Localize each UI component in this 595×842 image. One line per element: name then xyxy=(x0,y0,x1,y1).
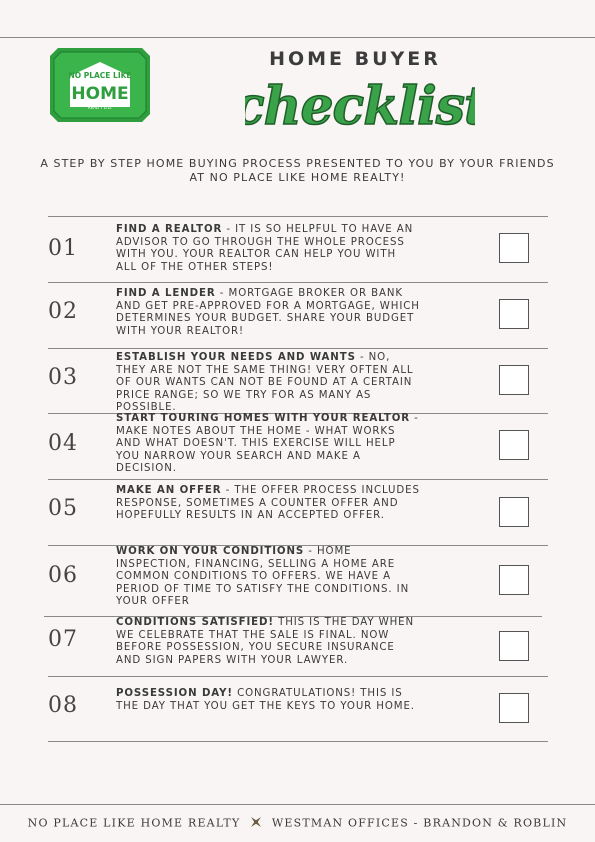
footer-right-text: WESTMAN OFFICES - BRANDON & ROBLIN xyxy=(271,816,568,830)
step-number: 03 xyxy=(48,365,78,390)
step-body: THIS IS THE DAY WHEN WE CELEBRATE THAT THE SALE IS FINAL. NOW BEFORE POSSESSION, YOU SECURE INSURANCE AND SIGN PAPERS WITH YOUR LAWYER. xyxy=(116,617,415,666)
step-body: - MORTGAGE BROKER OR BANK AND GET PRE-APPROVED FOR A MORTGAGE, WHICH DETERMINES YOUR BUDGET. SHARE YOUR BUDGET WITH YOUR REALTOR! xyxy=(116,288,420,337)
step-checkbox[interactable] xyxy=(499,631,529,661)
step-checkbox[interactable] xyxy=(499,365,529,395)
step-body: - THE OFFER PROCESS INCLUDES RESPONSE, SOMETIMES A COUNTER OFFER AND HOPEFULLY RESULTS IN AN ACCEPTED OFFER. xyxy=(116,485,420,522)
step-title: FIND A REALTOR xyxy=(116,224,223,235)
step-checkbox[interactable] xyxy=(499,299,529,329)
script-title-text: checklist xyxy=(245,76,475,137)
footer-left-text: NO PLACE LIKE HOME REALTY xyxy=(27,816,241,830)
page-title: HOME BUYER xyxy=(269,48,441,70)
row-rule xyxy=(48,216,548,217)
step-title: MAKE AN OFFER xyxy=(116,485,222,496)
step-body: - IT IS SO HELPFUL TO HAVE AN ADVISOR TO GO THROUGH THE WHOLE PROCESS WITH YOU. YOUR REALTOR CAN HELP YOU WITH ALL OF THE OTHER STEPS! xyxy=(116,224,414,273)
step-text xyxy=(116,485,421,523)
step-text xyxy=(116,288,421,338)
step-checkbox[interactable] xyxy=(499,565,529,595)
step-title: ESTABLISH YOUR NEEDS AND WANTS xyxy=(116,352,356,363)
row-rule xyxy=(48,479,548,480)
row-rule xyxy=(48,676,548,677)
step-number: 02 xyxy=(48,299,78,324)
step-text xyxy=(116,224,421,274)
step-body: - HOME INSPECTION, FINANCING, SELLING A HOME ARE COMMON CONDITIONS TO OFFERS. WE HAVE A PERIOD OF TIME TO SATISFY THE CONDITIONS. IN YOUR OFFER xyxy=(116,546,410,608)
sparkle-icon xyxy=(249,815,263,832)
row-rule xyxy=(48,348,548,349)
step-title: FIND A LENDER xyxy=(116,288,216,299)
step-number: 08 xyxy=(48,693,78,718)
step-text xyxy=(116,617,421,667)
step-body: - MAKE NOTES ABOUT THE HOME - WHAT WORKS AND WHAT DOESN'T. THIS EXERCISE WILL HELP YOU NARROW YOUR SEARCH AND MAKE A DECISION. xyxy=(116,413,419,475)
checklist-script-title xyxy=(245,64,475,142)
step-text xyxy=(116,413,421,476)
logo-line2: HOME xyxy=(71,84,129,104)
top-rule xyxy=(0,37,595,38)
row-rule xyxy=(48,741,548,742)
step-title: START TOURING HOMES WITH YOUR REALTOR xyxy=(116,413,411,424)
step-body: - NO, THEY ARE NOT THE SAME THING! VERY OFTEN ALL OF OUR WANTS CAN NOT BE FOUND AT A CERTAIN PRICE RANGE; SO WE TRY FOR AS MANY AS POSSIBLE. xyxy=(116,352,414,414)
step-number: 07 xyxy=(48,627,78,652)
step-text xyxy=(116,546,421,609)
step-text xyxy=(116,688,421,713)
step-checkbox[interactable] xyxy=(499,430,529,460)
company-logo xyxy=(50,48,150,122)
step-body: CONGRATULATIONS! THIS IS THE DAY THAT YOU GET THE KEYS TO YOUR HOME. xyxy=(116,688,415,712)
step-number: 04 xyxy=(48,431,78,456)
step-number: 05 xyxy=(48,496,78,521)
step-title: CONDITIONS SATISFIED! xyxy=(116,617,274,628)
logo-line1: NO PLACE LIKE xyxy=(68,71,132,80)
logo-line3: REALTY LTD. xyxy=(87,105,113,110)
row-rule xyxy=(48,282,548,283)
step-number: 06 xyxy=(48,563,78,588)
step-number: 01 xyxy=(48,236,78,261)
step-title: POSSESSION DAY! xyxy=(116,688,233,699)
step-checkbox[interactable] xyxy=(499,693,529,723)
step-checkbox[interactable] xyxy=(499,497,529,527)
step-checkbox[interactable] xyxy=(499,233,529,263)
intro-text: A STEP BY STEP HOME BUYING PROCESS PRESENTED TO YOU BY YOUR FRIENDS AT NO PLACE LIKE HOME REALTY! xyxy=(40,157,555,184)
footer-rule xyxy=(0,804,595,805)
footer xyxy=(0,815,595,832)
step-text xyxy=(116,352,421,415)
step-title: WORK ON YOUR CONDITIONS xyxy=(116,546,305,557)
